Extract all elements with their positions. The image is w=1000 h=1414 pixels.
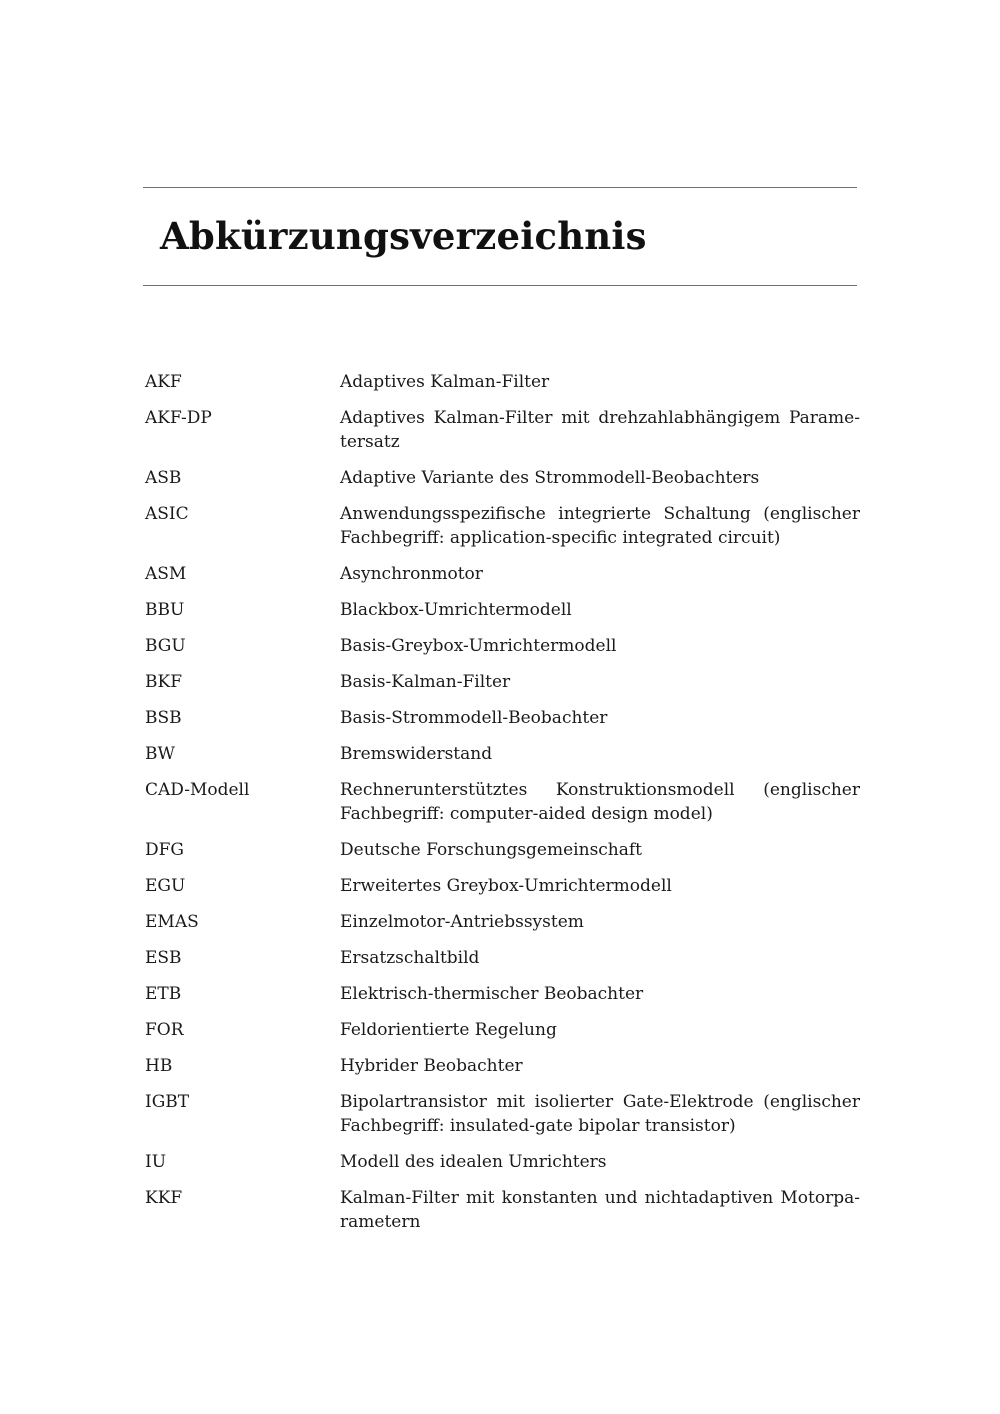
title-top-rule [143,187,857,188]
abbreviation-term: HB [145,1056,173,1076]
abbreviation-entry [145,466,860,490]
abbreviation-entry [145,838,860,862]
abbreviation-description: Ersatzschaltbild [340,948,480,968]
abbreviation-term: KKF [145,1188,183,1208]
abbreviation-term: ETB [145,984,182,1004]
abbreviation-term: EGU [145,876,186,896]
abbreviation-description: Deutsche Forschungsgemeinschaft [340,840,643,860]
abbreviation-description: Feldorientierte Regelung [340,1020,557,1040]
abbreviation-term: FOR [145,1020,184,1040]
abbreviation-entry [145,1054,860,1078]
abbreviation-description: Elektrisch-thermischer Beobachter [340,984,644,1004]
abbreviation-entry [145,1186,860,1234]
abbreviation-entry [145,1150,860,1174]
abbreviation-term: ESB [145,948,182,968]
abbreviation-description: Adaptives Kalman-Filter mit drehzahlabhängigem Parametersatz [340,408,860,452]
abbreviation-term: BSB [145,708,182,728]
title-bottom-rule [143,285,857,286]
abbreviation-term: BW [145,744,175,764]
abbreviation-entry [145,742,860,766]
abbreviation-term: IGBT [145,1092,190,1112]
abbreviation-description: Hybrider Beobachter [340,1056,523,1076]
abbreviation-term: ASB [145,468,182,488]
abbreviation-description: Blackbox-Umrichtermodell [340,600,572,620]
abbreviation-entry [145,874,860,898]
abbreviation-entry [145,502,860,550]
abbreviation-description: Modell des idealen Umrichters [340,1152,607,1172]
abbreviation-entry [145,910,860,934]
abbreviation-term: EMAS [145,912,199,932]
abbreviation-entry [145,406,860,454]
abbreviation-term: ASIC [145,504,189,524]
abbreviation-description: Adaptive Variante des Strommodell-Beobachters [340,468,760,488]
abbreviation-description: Basis-Greybox-Umrichtermodell [340,636,617,656]
abbreviation-term: BBU [145,600,185,620]
abbreviation-description: Erweitertes Greybox-Umrichtermodell [340,876,672,896]
abbreviation-term: AKF-DP [145,408,212,428]
abbreviation-entry [145,562,860,586]
abbreviation-entry [145,982,860,1006]
abbreviation-description: Rechnerunterstütztes Konstruktionsmodell (englischer Fachbegriff: computer-aided design model) [340,780,860,824]
abbreviation-entry [145,670,860,694]
abbreviation-description: Einzelmotor-Antriebssystem [340,912,584,932]
abbreviation-entry [145,706,860,730]
abbreviation-term: DFG [145,840,185,860]
page-title: Abkürzungsverzeichnis [160,214,647,258]
abbreviation-term: AKF [145,372,182,392]
abbreviation-description: Bipolartransistor mit isolierter Gate-Elektrode (englischer Fachbegriff: insulated-gate bipolar transistor) [340,1092,860,1136]
abbreviation-description: Basis-Strommodell-Beobachter [340,708,608,728]
abbreviation-term: IU [145,1152,167,1172]
abbreviation-description: Bremswiderstand [340,744,493,764]
abbreviation-description: Basis-Kalman-Filter [340,672,511,692]
abbreviation-entry [145,370,860,394]
abbreviation-description: Asynchronmotor [340,564,483,584]
abbreviation-term: ASM [145,564,187,584]
abbreviation-list [145,370,860,1246]
abbreviation-term: BKF [145,672,182,692]
abbreviation-entry [145,946,860,970]
abbreviation-description: Kalman-Filter mit konstanten und nichtadaptiven Motorparametern [340,1188,860,1232]
abbreviation-term: CAD-Modell [145,780,250,800]
abbreviation-description: Anwendungsspezifische integrierte Schaltung (englischer Fachbegriff: application-specific integrated circuit) [340,504,860,548]
abbreviation-description: Adaptives Kalman-Filter [340,372,550,392]
abbreviation-entry [145,634,860,658]
abbreviation-entry [145,1018,860,1042]
abbreviation-term: BGU [145,636,186,656]
abbreviation-entry [145,1090,860,1138]
abbreviation-entry [145,598,860,622]
abbreviation-entry [145,778,860,826]
